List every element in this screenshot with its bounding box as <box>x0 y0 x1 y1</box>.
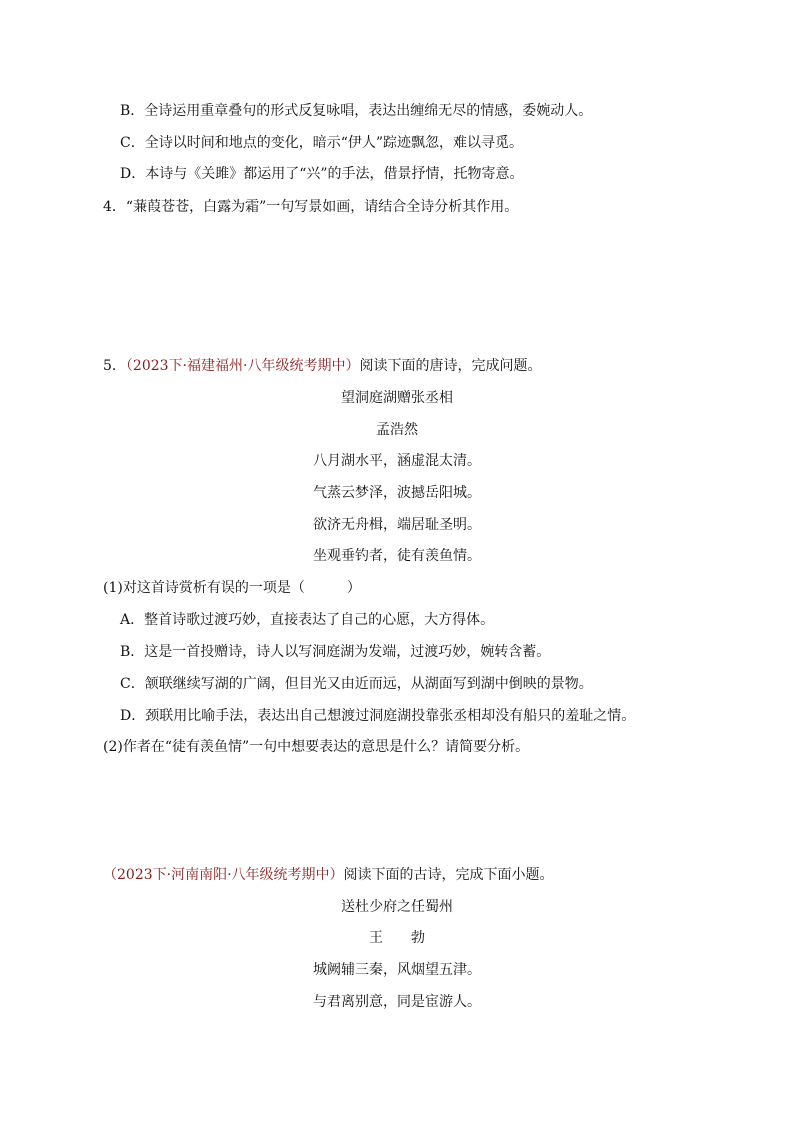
q6-intro: 阅读下面的古诗，完成下面小题。 <box>343 867 554 883</box>
q6-poem-title: 送杜少府之任蜀州 <box>341 899 453 915</box>
q5-poem-line-2: 气蒸云梦泽，波撼岳阳城。 <box>313 485 481 501</box>
q5-poem-line-4: 坐观垂钓者，徒有羡鱼情。 <box>313 548 481 564</box>
q3-option-b: B．全诗运用重章叠句的形式反复咏唱，表达出缠绵无尽的情感，委婉动人。 <box>120 103 593 119</box>
q5-intro: 阅读下面的唐诗，完成问题。 <box>359 358 542 374</box>
q5-poem-title: 望洞庭湖赠张丞相 <box>341 390 453 406</box>
q6-poem-line-2: 与君离别意，同是宦游人。 <box>313 994 481 1010</box>
q5-header <box>103 357 541 375</box>
q4-stem: 4．“蒹葭苍苍，白露为霜”一句写景如画，请结合全诗分析其作用。 <box>103 199 519 215</box>
q6-poem-line-1: 城阙辅三秦，风烟望五津。 <box>313 962 481 978</box>
q5-source: （2023下·福建福州·八年级统考期中） <box>125 358 360 374</box>
q5-sub1-stem: (1)对这首诗赏析有误的一项是（ ） <box>103 580 361 596</box>
q5-poem-line-1: 八月湖水平，涵虚混太清。 <box>313 453 481 469</box>
q6-poem-author: 王 勃 <box>369 930 425 946</box>
q5-sub2-stem: (2)作者在“徒有羡鱼情”一句中想要表达的意思是什么？请简要分析。 <box>103 739 530 755</box>
q5-sub2-answer-space <box>103 762 693 862</box>
q6-source: （2023下·河南南阳·八年级统考期中） <box>103 867 344 883</box>
q5-poem-line-3: 欲济无舟楫，端居耻圣明。 <box>313 517 481 533</box>
q6-header <box>103 866 554 884</box>
q4-answer-space <box>103 222 693 342</box>
q5-sub1-option-a: A．整首诗歌过渡巧妙，直接表达了自己的心愿，大方得体。 <box>120 612 495 628</box>
q5-sub1-option-c: C．颔联继续写湖的广阔，但目光又由近而远，从湖面写到湖中倒映的景物。 <box>120 676 593 692</box>
q5-poem-author: 孟浩然 <box>376 422 418 438</box>
q3-option-c: C．全诗以时间和地点的变化，暗示“伊人”踪迹飘忽，难以寻觅。 <box>120 135 524 151</box>
q5-sub1-option-d: D．颈联用比喻手法，表达出自己想渡过洞庭湖投靠张丞相却没有船只的羞耻之情。 <box>120 708 636 724</box>
q5-number: 5． <box>103 358 126 374</box>
q3-option-d: D．本诗与《关雎》都运用了“兴”的手法，借景抒情，托物寄意。 <box>120 166 524 182</box>
q5-sub1-option-b: B．这是一首投赠诗，诗人以写洞庭湖为发端，过渡巧妙，婉转含蓄。 <box>120 644 551 660</box>
